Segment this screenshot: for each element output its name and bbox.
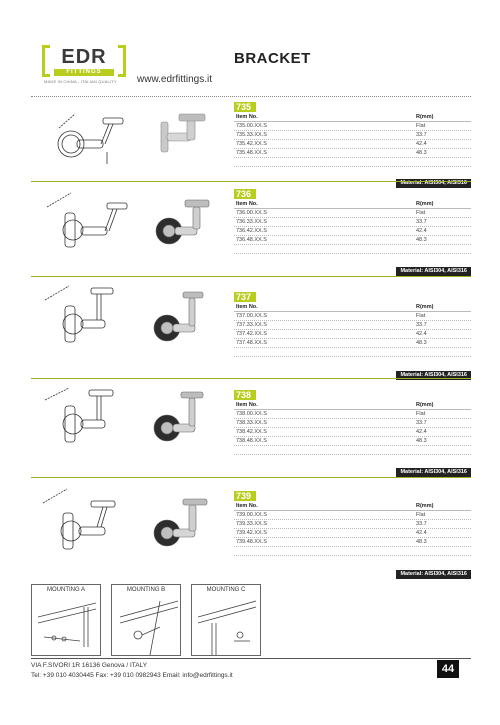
product-code-badge: 737 bbox=[234, 292, 256, 302]
footer-contacts: Tel: +39 010 4030445 Fax: +39 010 0982943 Email: info@edrfittings.it bbox=[31, 672, 233, 679]
r-mm-cell: 33.7 bbox=[416, 219, 427, 225]
table-row bbox=[234, 131, 471, 140]
table-row bbox=[234, 209, 471, 218]
column-r-mm: R(mm) bbox=[416, 201, 434, 207]
section-divider bbox=[31, 378, 471, 379]
material-label: Material: AISI304, AISI316 bbox=[396, 570, 471, 579]
page-number: 44 bbox=[437, 660, 459, 678]
item-no-cell: 735.42.XX.S bbox=[236, 141, 267, 147]
column-r-mm: R(mm) bbox=[416, 114, 434, 120]
r-mm-cell: 42.4 bbox=[416, 530, 427, 536]
spec-table-header bbox=[234, 303, 471, 312]
r-mm-cell: 48.3 bbox=[416, 539, 427, 545]
table-row bbox=[234, 520, 471, 529]
table-row bbox=[234, 122, 471, 131]
technical-drawing bbox=[31, 100, 141, 180]
column-r-mm: R(mm) bbox=[416, 402, 434, 408]
product-photo bbox=[143, 185, 231, 265]
r-mm-cell: 42.4 bbox=[416, 141, 427, 147]
table-row bbox=[234, 227, 471, 236]
spec-table-header bbox=[234, 200, 471, 209]
table-row bbox=[234, 321, 471, 330]
item-no-cell: 735.48.XX.S bbox=[236, 150, 267, 156]
r-mm-cell: 48.3 bbox=[416, 340, 427, 346]
technical-drawing bbox=[31, 481, 141, 561]
product-section-735 bbox=[31, 96, 471, 186]
section-divider bbox=[31, 276, 471, 277]
logo-bracket-left bbox=[42, 45, 50, 77]
website-link[interactable]: www.edrfittings.it bbox=[137, 74, 213, 85]
column-item-no: Item No. bbox=[236, 114, 258, 120]
item-no-cell: 739.48.XX.S bbox=[236, 539, 267, 545]
item-no-cell: 736.42.XX.S bbox=[236, 228, 267, 234]
r-mm-cell: Flat bbox=[416, 512, 426, 518]
column-item-no: Item No. bbox=[236, 304, 258, 310]
item-no-cell: 735.33.XX.S bbox=[236, 132, 267, 138]
table-row-empty bbox=[234, 547, 471, 556]
item-no-cell: 738.48.XX.S bbox=[236, 438, 267, 444]
table-row bbox=[234, 529, 471, 538]
column-item-no: Item No. bbox=[236, 201, 258, 207]
column-r-mm: R(mm) bbox=[416, 503, 434, 509]
product-photo bbox=[143, 280, 231, 360]
mounting-c-icon bbox=[194, 597, 260, 655]
product-code-badge: 739 bbox=[234, 491, 256, 501]
r-mm-cell: 48.3 bbox=[416, 237, 427, 243]
material-label: Material: AISI304, AISI316 bbox=[396, 371, 471, 380]
page-title: BRACKET bbox=[234, 50, 311, 67]
r-mm-cell: 42.4 bbox=[416, 429, 427, 435]
r-mm-cell: 48.3 bbox=[416, 150, 427, 156]
item-no-cell: 738.42.XX.S bbox=[236, 429, 267, 435]
section-divider bbox=[31, 477, 471, 478]
spec-table bbox=[234, 303, 471, 357]
technical-drawing bbox=[31, 280, 141, 360]
spec-table bbox=[234, 502, 471, 556]
technical-drawing bbox=[31, 382, 141, 462]
logo-bracket-right bbox=[118, 45, 126, 77]
r-mm-cell: 33.7 bbox=[416, 132, 427, 138]
product-section-737 bbox=[31, 276, 471, 378]
table-row-empty bbox=[234, 348, 471, 357]
item-no-cell: 737.33.XX.S bbox=[236, 322, 267, 328]
table-row bbox=[234, 410, 471, 419]
material-label: Material: AISI304, AISI316 bbox=[396, 468, 471, 477]
mounting-a-label: MOUNTING A bbox=[46, 587, 85, 593]
section-divider bbox=[31, 96, 471, 97]
mounting-b-label: MOUNTING B bbox=[126, 587, 166, 593]
footer-address: VIA F.SIVORI 1R 16136 Genova / ITALY bbox=[31, 662, 148, 669]
item-no-cell: 739.33.XX.S bbox=[236, 521, 267, 527]
item-no-cell: 737.00.XX.S bbox=[236, 313, 267, 319]
technical-drawing bbox=[31, 185, 141, 265]
r-mm-cell: 33.7 bbox=[416, 420, 427, 426]
item-no-cell: 735.00.XX.S bbox=[236, 123, 267, 129]
item-no-cell: 739.00.XX.S bbox=[236, 512, 267, 518]
table-row bbox=[234, 140, 471, 149]
spec-table bbox=[234, 401, 471, 455]
table-row bbox=[234, 419, 471, 428]
material-label: Material: AISI304, AISI316 bbox=[396, 267, 471, 276]
table-row bbox=[234, 437, 471, 446]
item-no-cell: 737.42.XX.S bbox=[236, 331, 267, 337]
r-mm-cell: 48.3 bbox=[416, 438, 427, 444]
mounting-b-diagram bbox=[111, 584, 181, 656]
footer-divider bbox=[31, 658, 471, 659]
table-row bbox=[234, 511, 471, 520]
item-no-cell: 737.48.XX.S bbox=[236, 340, 267, 346]
item-no-cell: 736.00.XX.S bbox=[236, 210, 267, 216]
table-row bbox=[234, 312, 471, 321]
product-photo bbox=[143, 100, 231, 180]
spec-table bbox=[234, 113, 471, 167]
column-item-no: Item No. bbox=[236, 402, 258, 408]
r-mm-cell: Flat bbox=[416, 411, 426, 417]
mounting-b-icon bbox=[114, 597, 180, 655]
item-no-cell: 736.33.XX.S bbox=[236, 219, 267, 225]
table-row-empty bbox=[234, 158, 471, 167]
logo-text: EDR bbox=[61, 46, 107, 68]
table-row bbox=[234, 428, 471, 437]
item-no-cell: 738.00.XX.S bbox=[236, 411, 267, 417]
table-row-empty bbox=[234, 446, 471, 455]
r-mm-cell: 33.7 bbox=[416, 322, 427, 328]
logo-tag: MADE IN CHINA - ITALIAN QUALITY bbox=[44, 79, 117, 84]
table-row bbox=[234, 339, 471, 348]
product-section-738 bbox=[31, 378, 471, 475]
section-divider bbox=[31, 181, 471, 182]
table-row bbox=[234, 538, 471, 547]
mounting-a-icon bbox=[34, 597, 100, 655]
product-code-badge: 735 bbox=[234, 102, 256, 112]
mounting-a-diagram bbox=[31, 584, 101, 656]
table-row bbox=[234, 236, 471, 245]
mounting-c-label: MOUNTING C bbox=[206, 587, 246, 593]
spec-table bbox=[234, 200, 471, 254]
product-code-badge: 736 bbox=[234, 189, 256, 199]
spec-table-header bbox=[234, 401, 471, 410]
product-section-739 bbox=[31, 477, 471, 577]
mounting-c-diagram bbox=[191, 584, 261, 656]
logo-sub: FITTINGS bbox=[54, 69, 114, 76]
spec-table-header bbox=[234, 502, 471, 511]
material-label: Material: AISI304, AISI316 bbox=[396, 179, 471, 188]
item-no-cell: 738.33.XX.S bbox=[236, 420, 267, 426]
product-photo bbox=[143, 382, 231, 462]
r-mm-cell: Flat bbox=[416, 123, 426, 129]
table-row-empty bbox=[234, 245, 471, 254]
item-no-cell: 736.48.XX.S bbox=[236, 237, 267, 243]
item-no-cell: 739.42.XX.S bbox=[236, 530, 267, 536]
r-mm-cell: 42.4 bbox=[416, 331, 427, 337]
table-row bbox=[234, 149, 471, 158]
product-photo bbox=[143, 481, 231, 561]
product-section-736 bbox=[31, 181, 471, 274]
edr-logo bbox=[42, 45, 126, 85]
r-mm-cell: Flat bbox=[416, 313, 426, 319]
column-r-mm: R(mm) bbox=[416, 304, 434, 310]
column-item-no: Item No. bbox=[236, 503, 258, 509]
r-mm-cell: Flat bbox=[416, 210, 426, 216]
r-mm-cell: 33.7 bbox=[416, 521, 427, 527]
table-row bbox=[234, 330, 471, 339]
spec-table-header bbox=[234, 113, 471, 122]
table-row bbox=[234, 218, 471, 227]
r-mm-cell: 42.4 bbox=[416, 228, 427, 234]
product-code-badge: 738 bbox=[234, 390, 256, 400]
